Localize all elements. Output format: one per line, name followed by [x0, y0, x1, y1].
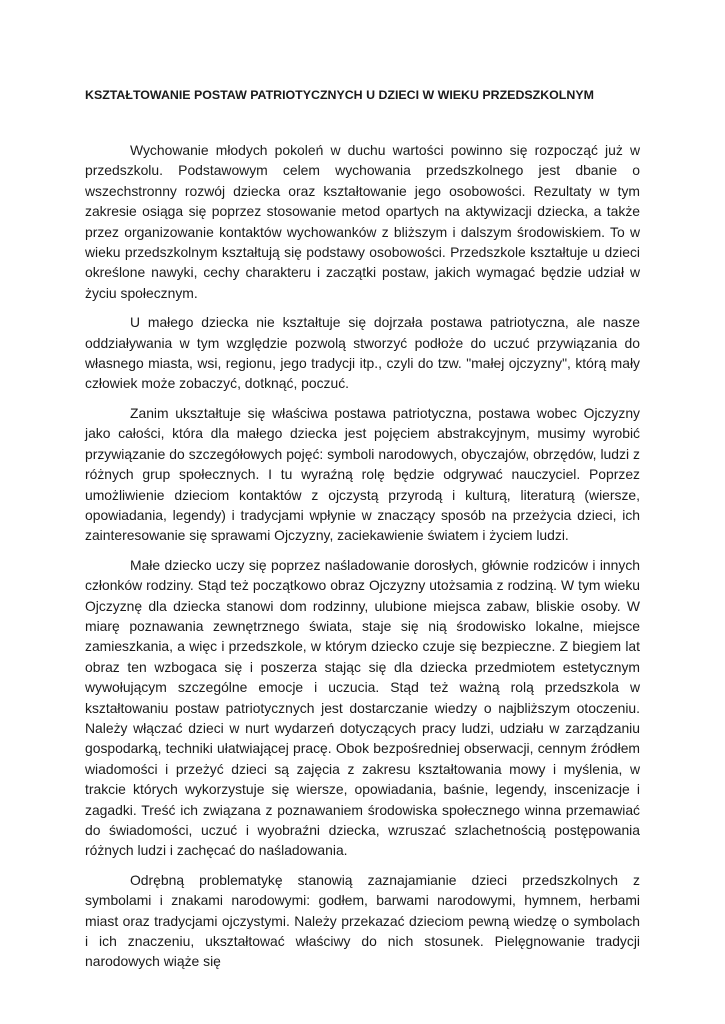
paragraph: Wychowanie młodych pokoleń w duchu wartości powinno się rozpocząć już w przedszkolu. Podstawowym celem wychowania przedszkolnego jest dbanie o wszechstronny rozwój dziecka oraz kształtowanie jego osobowości. Rezultaty w tym zakresie osiąga się poprzez stosowanie metod opartych na aktywizacji dziecka, a także przez organizowanie kontaktów wychowanków z bliższym i dalszym środowiskiem. To w wieku przedszkolnym kształtują się podstawy osobowości. Przedszkole kształtuje u dzieci określone nawyki, cechy charakteru i zaczątki postaw, jakich wymagać będzie udział w życiu społecznym.: [85, 142, 640, 301]
document-title: KSZTAŁTOWANIE POSTAW PATRIOTYCZNYCH U DZIECI W WIEKU PRZEDSZKOLNYM: [85, 88, 594, 102]
paragraph: Małe dziecko uczy się poprzez naśladowanie dorosłych, głównie rodziców i innych członków rodziny. Stąd też początkowo obraz Ojczyzny utożsamia z rodziną. W tym wieku Ojczyznę dla dziecka stanowi dom rodzinny, ulubione miejsca zabaw, bliskie osoby. W miarę poznawania zewnętrznego świata, staje się nią środowisko lokalne, miejsce zamieszkania, a więc i przedszkole, w którym dziecko czuje się bezpieczne. Z biegiem lat obraz ten wzbogaca się i poszerza stając się dla dziecka przedmiotem estetycznym wywołującym szczególne emocje i uczucia. Stąd też ważną rolą przedszkola w kształtowaniu postaw patriotycznych jest dostarczanie wiedzy o najbliższym otoczeniu. Należy włączać dzieci w nurt wydarzeń dotyczących pracy ludzi, udziału w zarządzaniu gospodarką, techniki ułatwiającej pracę. Obok bezpośredniej obserwacji, cennym źródłem wiadomości i przeżyć dzieci są zajęcia z zakresu kształtowania mowy i myślenia, w trakcie których wykorzystuje się wiersze, opowiadania, baśnie, legendy, inscenizacje i zagadki. Treść ich związana z poznawaniem środowiska społecznego winna przemawiać do świadomości, uczuć i wyobraźni dziecka, wzruszać szlachetnością postępowania różnych ludzi i zachęcać do naśladowania.: [85, 556, 640, 859]
paragraph: Zanim ukształtuje się właściwa postawa patriotyczna, postawa wobec Ojczyzny jako całości, która dla małego dziecka jest pojęciem abstrakcyjnym, musimy wyrobić przywiązanie do szczegółowych pojęć: symboli narodowych, obyczajów, obrzędów, ludzi z różnych grup społecznych. I tu wyraźną rolę będzie odgrywać nauczyciel. Poprzez umożliwienie dzieciom kontaktów z ojczystą przyrodą i kulturą, literaturą (wiersze, opowiadania, legendy) i tradycjami wpłynie w znaczący sposób na przeżycia dzieci, ich zainteresowanie się sprawami Ojczyzny, zaciekawienie światem i życiem ludzi.: [85, 404, 640, 544]
document-body: [85, 86, 640, 981]
paragraph: Odrębną problematykę stanowią zaznajamianie dzieci przedszkolnych z symbolami i znakami narodowymi: godłem, barwami narodowymi, hymnem, herbami miast oraz tradycjami ojczystymi. Należy przekazać dzieciom pewną wiedzę o symbolach i ich znaczeniu, ukształtować właściwy do nich stosunek. Pielęgnowanie tradycji narodowych wiąże się: [85, 871, 640, 970]
paragraph: U małego dziecka nie kształtuje się dojrzała postawa patriotyczna, ale nasze oddziaływania w tym względzie pozwolą stworzyć podłoże do uczuć przywiązania do własnego miasta, wsi, regionu, jego tradycji itp., czyli do tzw. "małej ojczyzny", którą mały człowiek może zobaczyć, dotknąć, poczuć.: [85, 314, 640, 392]
